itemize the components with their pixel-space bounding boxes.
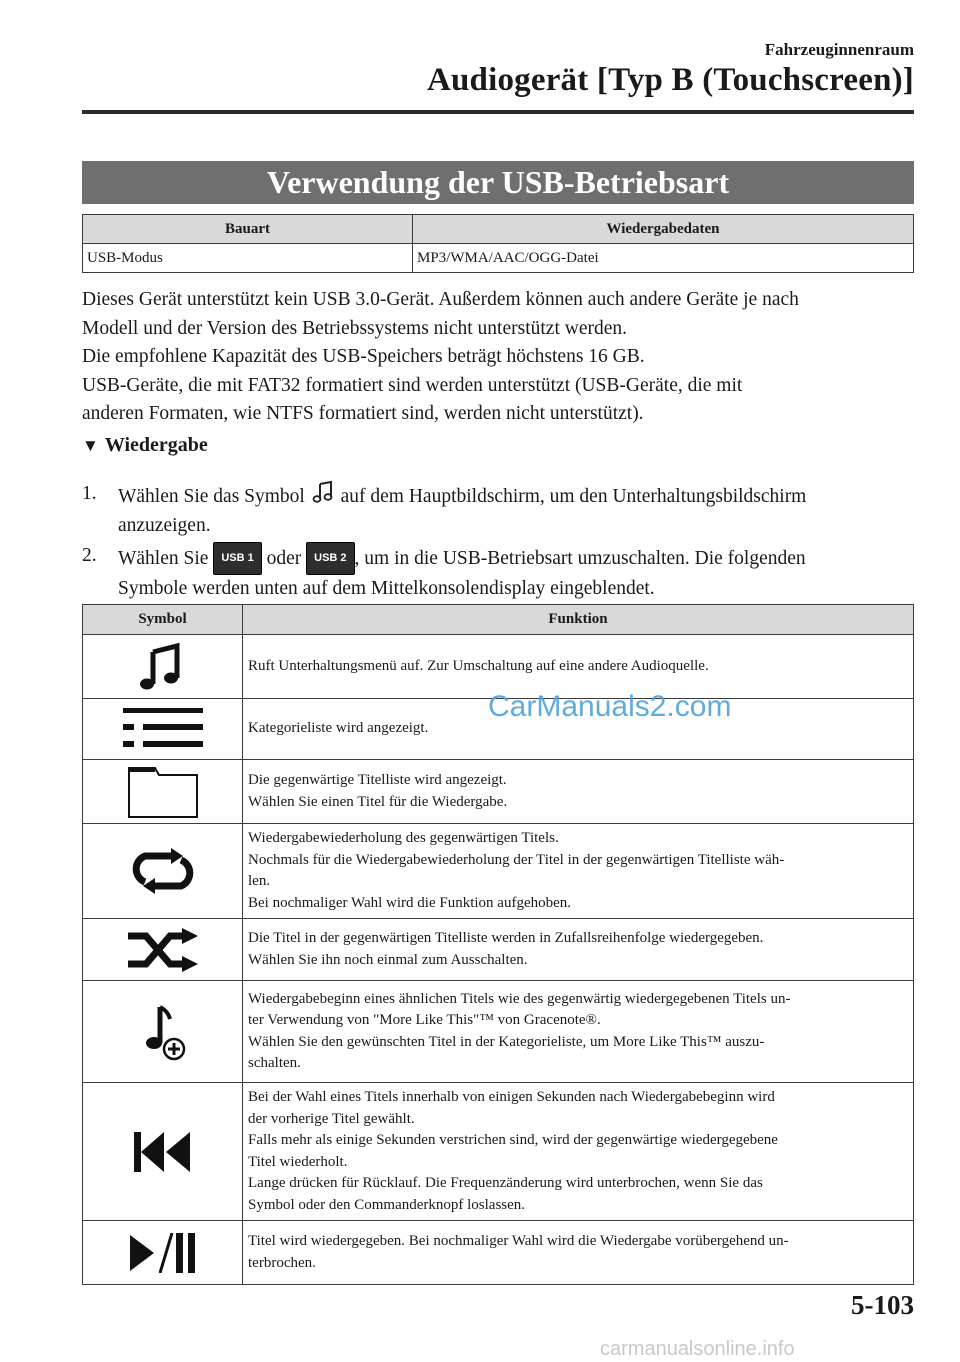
folder-icon (127, 765, 199, 819)
table-cell: USB-Modus (83, 244, 413, 273)
step-text: Symbole werden unten auf dem Mittelkonsolendisplay eingeblendet. (118, 577, 655, 599)
text-line: Wählen Sie den gewünschten Titel in der Kategorieliste, um More Like This™ auszu- (248, 1033, 765, 1050)
text-line: Bei der Wahl eines Titels innerhalb von einigen Sekunden nach Wiedergabebeginn wird (248, 1089, 775, 1105)
function-cell (243, 760, 914, 824)
watermark: CarManuals2.com (488, 690, 732, 723)
symbol-table-header: Symbol (83, 605, 243, 635)
function-cell (243, 1221, 914, 1285)
table-row (83, 981, 914, 1083)
text-line: terbrochen. (248, 1254, 316, 1271)
triangle-marker-icon: ▼ (82, 436, 99, 455)
table-row (83, 824, 914, 919)
header-title: Audiogerät [Typ B (Touchscreen)] (426, 62, 914, 98)
shuffle-icon (126, 928, 200, 972)
text-line: Wählen Sie ihn noch einmal zum Ausschalten. (248, 951, 528, 968)
text-line: Lange drücken für Rücklauf. Die Frequenzänderung wird unterbrochen, wenn Sie das (248, 1175, 763, 1191)
function-cell (243, 824, 914, 919)
step-1 (82, 480, 922, 540)
symbol-cell (83, 919, 243, 981)
usb2-key: USB 2 (306, 542, 354, 575)
text-line: Die Titel in der gegenwärtigen Titelliste werden in Zufallsreihenfolge wiedergegeben. (248, 930, 764, 946)
function-cell (243, 981, 914, 1083)
header-rule (82, 110, 914, 114)
step-text: Wählen Sie das Symbol (118, 486, 305, 507)
table-row (83, 1083, 914, 1221)
step-text: anzuzeigen. (118, 514, 211, 536)
text-line: Kategorieliste wird angezeigt. (248, 720, 429, 737)
intro-paragraph (82, 286, 922, 429)
table-row (83, 919, 914, 981)
text-line: USB-Geräte, die mit FAT32 formatiert sind werden unterstützt (USB-Geräte, die mit (82, 374, 743, 396)
section-title: Verwendung der USB-Betriebsart (82, 161, 914, 204)
usb1-key: USB 1 (213, 542, 261, 575)
symbol-cell (83, 1221, 243, 1285)
page-number: 5-103 (851, 1290, 914, 1320)
type-table-header: Bauart (83, 215, 413, 244)
text-line: ter Verwendung von "More Like This"™ von Gracenote®. (248, 1012, 601, 1028)
text-line: anderen Formaten, wie NTFS formatiert sind, werden nicht unterstützt). (82, 403, 644, 424)
list-icon (123, 704, 203, 754)
text-line: Falls mehr als einige Sekunden verstrichen sind, wird der gegenwärtige wiedergegebene (248, 1132, 778, 1148)
step-text: auf dem Hauptbildschirm, um den Unterhaltungsbildschirm (340, 486, 807, 507)
table-row (83, 1221, 914, 1285)
function-cell (243, 635, 914, 699)
subheading (82, 434, 208, 457)
skip-back-icon (134, 1132, 192, 1172)
step-text: , um in die USB-Betriebsart umzuschalten. Die folgenden (354, 548, 806, 569)
symbol-cell (83, 699, 243, 760)
table-row (83, 760, 914, 824)
function-cell (243, 1083, 914, 1221)
table-row (83, 244, 914, 273)
music-note-icon (133, 642, 193, 692)
text-line: Modell und der Version des Betriebssystems nicht unterstützt werden. (82, 317, 628, 339)
symbol-cell (83, 824, 243, 919)
symbol-cell (83, 1083, 243, 1221)
symbol-cell (83, 635, 243, 699)
function-cell (243, 919, 914, 981)
text-line: Nochmals für die Wiedergabewiederholung der Titel in der gegenwärtigen Titelliste wäh- (248, 851, 785, 868)
text-line: Wählen Sie einen Titel für die Wiedergabe. (248, 793, 508, 810)
step-text: oder (266, 548, 302, 569)
music-note-plus-icon (138, 1003, 188, 1061)
step-number: 2. (82, 545, 97, 566)
text-line: der vorherige Titel gewählt. (248, 1110, 415, 1127)
symbol-table-header: Funktion (243, 605, 914, 635)
text-line: Symbol oder den Commanderknopf loslassen. (248, 1196, 526, 1213)
steps-list (82, 480, 922, 605)
header-section: Fahrzeuginnenraum (764, 40, 914, 59)
play-pause-icon (128, 1233, 198, 1273)
table-cell: MP3/WMA/AAC/OGG-Datei (413, 244, 914, 273)
text-line: schalten. (248, 1055, 301, 1071)
step-2 (82, 542, 922, 603)
type-table-header: Wiedergabedaten (413, 215, 914, 244)
text-line: Bei nochmaliger Wahl wird die Funktion aufgehoben. (248, 894, 572, 911)
subheading-text: Wiedergabe (104, 434, 208, 456)
text-line: Die gegenwärtige Titelliste wird angezeigt. (248, 772, 507, 788)
text-line: Ruft Unterhaltungsmenü auf. Zur Umschaltung auf eine andere Audioquelle. (248, 657, 709, 674)
type-table (82, 214, 914, 273)
text-line: Die empfohlene Kapazität des USB-Speichers beträgt höchstens 16 GB. (82, 346, 645, 367)
text-line: len. (248, 873, 271, 889)
text-line: Wiedergabewiederholung des gegenwärtigen Titels. (248, 830, 559, 846)
text-line: Titel wird wiedergegeben. Bei nochmaliger Wahl wird die Wiedergabe vorübergehend un- (248, 1233, 789, 1249)
symbol-cell (83, 760, 243, 824)
step-text: Wählen Sie (118, 548, 209, 569)
text-line: Titel wiederholt. (248, 1153, 348, 1170)
table-row (83, 635, 914, 699)
text-line: Wiedergabebeginn eines ähnlichen Titels wie des gegenwärtig wiedergegebenen Titels un- (248, 990, 791, 1007)
text-line: Dieses Gerät unterstützt kein USB 3.0-Gerät. Außerdem können auch andere Geräte je nach (82, 289, 799, 310)
symbol-cell (83, 981, 243, 1083)
footer-watermark: carmanualsonline.info (600, 1338, 795, 1360)
music-note-icon (312, 480, 334, 504)
step-number: 1. (82, 483, 97, 504)
repeat-icon (131, 848, 195, 894)
